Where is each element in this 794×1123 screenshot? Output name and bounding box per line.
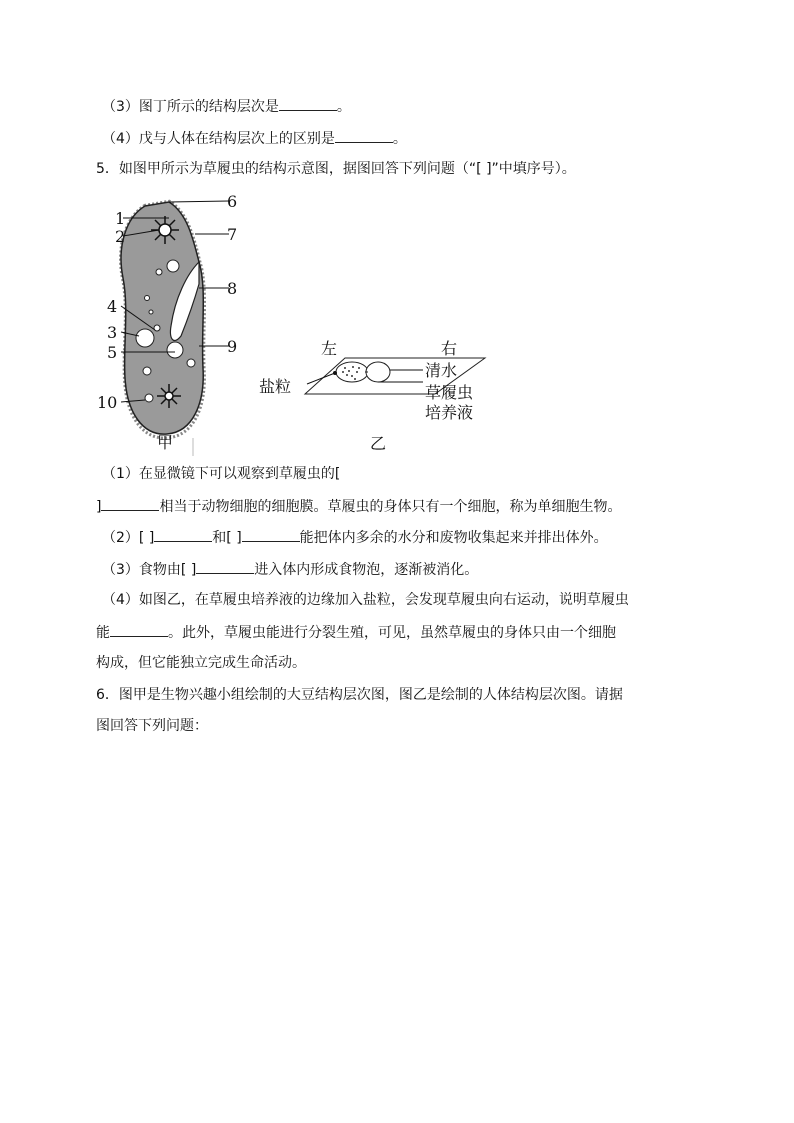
q5-part4c: 构成，但它能独立完成生命活动。: [96, 655, 306, 671]
q5-part3-end: 进入体内形成食物泡，逐渐被消化。: [254, 562, 479, 578]
answer-blank[interactable]: [154, 527, 212, 542]
q6-line2: 图回答下列问题：: [96, 718, 208, 734]
q4-part4-end: 。: [392, 131, 407, 147]
q6-line1: 6．图甲是生物兴趣小组绘制的大豆结构层次图，图乙是绘制的人体结构层次图。请据: [96, 687, 623, 703]
label-6: 6: [227, 192, 238, 211]
figure-caption-a: 甲: [157, 433, 174, 452]
food-vacuole: [143, 367, 151, 375]
contractile-vacuole-top: [151, 216, 179, 244]
food-vacuole: [167, 342, 183, 358]
q4-part4-text: （4）戊与人体在结构层次上的区别是: [102, 131, 335, 147]
food-vacuole: [187, 359, 195, 367]
q4-part3: [102, 96, 351, 117]
q5-part3-start: （3）食物由[ ]: [102, 562, 197, 578]
label-2: 2: [115, 227, 126, 246]
food-vacuole: [145, 296, 150, 301]
answer-blank[interactable]: [101, 496, 159, 511]
q5-part4a: （4）如图乙，在草履虫培养液的边缘加入盐粒，会发现草履虫向右运动，说明草履虫: [102, 592, 629, 608]
q5-part1b-text: 相当于动物细胞的细胞膜。草履虫的身体只有一个细胞，称为单细胞生物。: [159, 499, 622, 515]
q5-intro: 5．如图甲所示为草履虫的结构示意图，据图回答下列问题（“[ ]”中填序号）。: [96, 161, 576, 177]
macronucleus: [136, 329, 154, 347]
q5-part4b-start: 能: [96, 625, 110, 641]
label-8: 8: [227, 279, 238, 298]
q4-part3-end: 。: [336, 99, 351, 115]
paramecium-label: 草履虫: [425, 383, 474, 402]
label-1: 1: [115, 209, 126, 228]
q4-part4: [102, 128, 407, 149]
q5-part2-mid: 和[ ]: [212, 530, 242, 546]
food-vacuole: [167, 260, 179, 272]
food-vacuole: [156, 269, 162, 275]
figure-caption-b: 乙: [370, 434, 387, 453]
answer-blank[interactable]: [110, 622, 168, 637]
q5-part1a: （1）在显微镜下可以观察到草履虫的[: [102, 466, 341, 482]
paramecium-diagram: [95, 188, 265, 458]
label-9: 9: [227, 337, 238, 356]
water-label: 清水: [425, 361, 458, 380]
culture-drop: [336, 362, 368, 382]
right-label: 右: [441, 339, 458, 358]
answer-blank[interactable]: [196, 559, 254, 574]
q4-part3-text: （3）图丁所示的结构层次是: [102, 99, 279, 115]
q5-part2-start: （2）[ ]: [102, 530, 155, 546]
label-7: 7: [227, 225, 238, 244]
salt-label: 盐粒: [259, 377, 292, 396]
label-10: 10: [97, 393, 118, 412]
q5-part2: [102, 527, 608, 548]
q5-part4b: [96, 622, 616, 643]
answer-blank[interactable]: [335, 128, 393, 143]
q5-part2-end: 能把体内多余的水分和废物收集起来并排出体外。: [299, 530, 608, 546]
answer-blank[interactable]: [279, 96, 337, 111]
label-4: 4: [107, 297, 118, 316]
q5-part3: [102, 559, 478, 580]
food-vacuole: [149, 310, 153, 314]
water-drop: [366, 362, 390, 382]
bracket-close: ]: [96, 499, 102, 515]
label-3: 3: [107, 323, 118, 342]
left-label: 左: [321, 339, 338, 358]
q5-part4b-end: 。此外，草履虫能进行分裂生殖，可见，虽然草履虫的身体只由一个细胞: [168, 625, 616, 641]
cell-membrane: [121, 202, 203, 434]
salt-experiment-diagram: [255, 336, 505, 456]
culture-label: 培养液: [425, 403, 474, 422]
answer-blank[interactable]: [242, 527, 300, 542]
anal-pore: [145, 394, 153, 402]
label-5: 5: [107, 343, 118, 362]
q5-part1b: [96, 496, 621, 517]
